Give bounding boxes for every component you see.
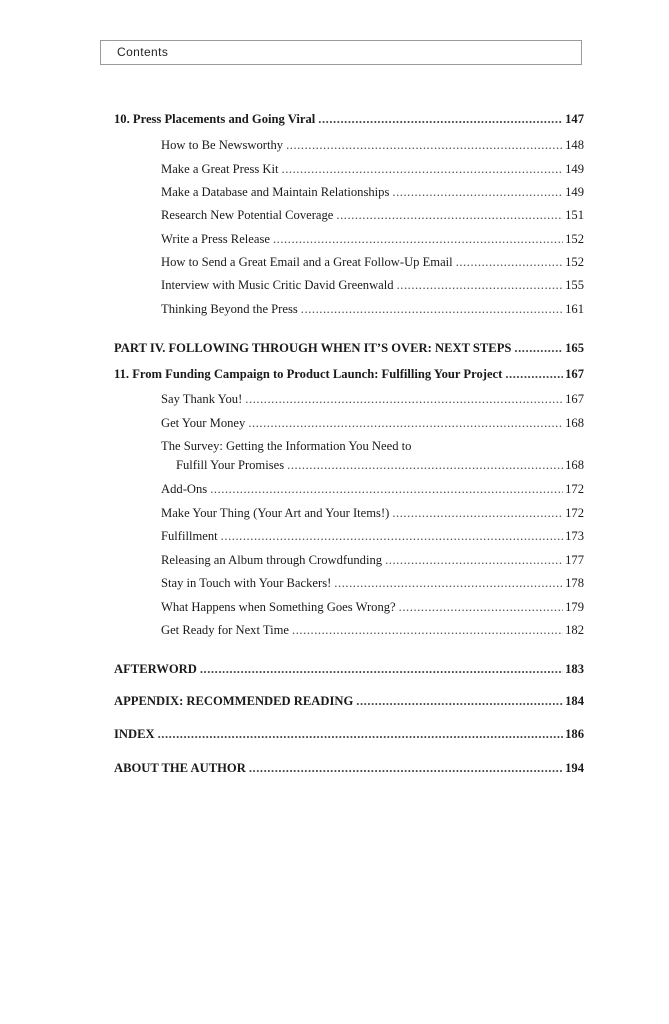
- toc-entry-title: Add-Ons: [161, 482, 208, 496]
- toc-entry-title: 11. From Funding Campaign to Product Launch: Fulfilling Your Project: [114, 367, 503, 381]
- leader-dots: [318, 111, 563, 127]
- toc-entry[interactable]: [161, 207, 584, 223]
- toc-entry-page: 183: [565, 662, 584, 676]
- leader-dots: [514, 340, 563, 356]
- toc-entry-page: 149: [565, 185, 584, 199]
- toc-entry-title: Stay in Touch with Your Backers!: [161, 576, 332, 590]
- toc-entry-page: 168: [565, 458, 584, 472]
- leader-dots: [356, 693, 563, 709]
- leader-dots: [286, 137, 563, 153]
- toc-entry-page: 147: [565, 112, 584, 126]
- toc-entry[interactable]: [161, 184, 584, 200]
- toc-entry-title: Say Thank You!: [161, 392, 243, 406]
- leader-dots: [282, 161, 564, 177]
- toc-entry[interactable]: [161, 481, 584, 497]
- leader-dots: [397, 277, 564, 293]
- toc-entry-title: APPENDIX: RECOMMENDED READING: [114, 694, 354, 708]
- toc-entry[interactable]: [161, 231, 584, 247]
- toc-entry-title: Thinking Beyond the Press: [161, 302, 298, 316]
- toc-entry-about-the-author[interactable]: [114, 760, 584, 776]
- leader-dots: [385, 552, 563, 568]
- leader-dots: [301, 301, 563, 317]
- toc-entry-page: 168: [565, 416, 584, 430]
- leader-dots: [392, 505, 563, 521]
- toc-entry[interactable]: [161, 301, 584, 317]
- leader-dots: [210, 481, 563, 497]
- leader-dots: [392, 184, 563, 200]
- toc-entry-page: 165: [565, 341, 584, 355]
- toc-entry-title: How to Send a Great Email and a Great Follow-Up Email: [161, 255, 453, 269]
- toc-entry[interactable]: [161, 552, 584, 568]
- toc-entry-title-continued: Fulfill Your Promises: [176, 458, 285, 472]
- toc-entry-title: PART IV. FOLLOWING THROUGH WHEN IT’S OVER: NEXT STEPS: [114, 341, 512, 355]
- toc-entry-page: 172: [565, 482, 584, 496]
- toc-entry-title: Fulfillment: [161, 529, 218, 543]
- leader-dots: [221, 528, 563, 544]
- running-header: [100, 40, 582, 65]
- leader-dots: [287, 457, 563, 473]
- toc-entry[interactable]: [161, 415, 584, 431]
- toc-entry-title: What Happens when Something Goes Wrong?: [161, 600, 396, 614]
- toc-entry[interactable]: [161, 137, 584, 153]
- toc-entry-title: 10. Press Placements and Going Viral: [114, 112, 316, 126]
- toc-entry-page: 149: [565, 162, 584, 176]
- toc-entry-page: 186: [565, 727, 584, 741]
- leader-dots: [456, 254, 563, 270]
- toc-entry-title: Interview with Music Critic David Greenwald: [161, 278, 394, 292]
- toc-entry-continuation[interactable]: [176, 457, 584, 473]
- toc-entry[interactable]: [161, 277, 584, 293]
- toc-entry-afterword[interactable]: [114, 661, 584, 677]
- running-header-label: Contents: [117, 45, 169, 59]
- leader-dots: [334, 575, 563, 591]
- toc-entry-title: How to Be Newsworthy: [161, 138, 284, 152]
- leader-dots: [249, 760, 563, 776]
- toc-entry-title: INDEX: [114, 727, 155, 741]
- toc-entry[interactable]: [161, 528, 584, 544]
- toc-entry[interactable]: [161, 575, 584, 591]
- leader-dots: [292, 622, 563, 638]
- toc-entry-page: 167: [565, 392, 584, 406]
- toc-entry-title: Make a Database and Maintain Relationships: [161, 185, 390, 199]
- toc-entry[interactable]: [161, 254, 584, 270]
- toc-entry-page: 152: [565, 232, 584, 246]
- toc-entry-page: 173: [565, 529, 584, 543]
- toc-entry-title: AFTERWORD: [114, 662, 197, 676]
- toc-entry-page: 194: [565, 761, 584, 775]
- toc-entry-title: Research New Potential Coverage: [161, 208, 334, 222]
- toc-entry-title: Make Your Thing (Your Art and Your Items!): [161, 506, 390, 520]
- toc-entry-title: Get Ready for Next Time: [161, 623, 290, 637]
- toc-entry-chapter-10[interactable]: [114, 111, 584, 127]
- toc-entry-title: Write a Press Release: [161, 232, 270, 246]
- leader-dots: [336, 207, 563, 223]
- toc-entry-page: 184: [565, 694, 584, 708]
- toc-entry-chapter-11[interactable]: [114, 366, 584, 382]
- leader-dots: [245, 391, 563, 407]
- toc-entry-page: 161: [565, 302, 584, 316]
- leader-dots: [399, 599, 563, 615]
- toc-entry[interactable]: [161, 599, 584, 615]
- leader-dots: [248, 415, 563, 431]
- leader-dots: [505, 366, 563, 382]
- toc-entry[interactable]: [161, 161, 584, 177]
- toc-entry-title: Get Your Money: [161, 416, 246, 430]
- toc-entry-page: 148: [565, 138, 584, 152]
- toc-entry-appendix[interactable]: [114, 693, 584, 709]
- leader-dots: [273, 231, 563, 247]
- toc-entry-page: 167: [565, 367, 584, 381]
- toc-entry-index[interactable]: [114, 726, 584, 742]
- leader-dots: [200, 661, 563, 677]
- toc-entry-page: 152: [565, 255, 584, 269]
- toc-entry[interactable]: [161, 505, 584, 521]
- leader-dots: [158, 726, 564, 742]
- toc-entry-part-iv[interactable]: [114, 340, 584, 356]
- toc-entry-page: 155: [565, 278, 584, 292]
- toc-entry-title: Make a Great Press Kit: [161, 162, 279, 176]
- toc-entry-page: 182: [565, 623, 584, 637]
- toc-entry[interactable]: [161, 622, 584, 638]
- toc-entry-title: The Survey: Getting the Information You Need to: [161, 439, 412, 453]
- toc-entry-page: 179: [565, 600, 584, 614]
- toc-entry-multiline[interactable]: [161, 438, 584, 454]
- toc-entry-title: Releasing an Album through Crowdfunding: [161, 553, 383, 567]
- toc-entry-title: ABOUT THE AUTHOR: [114, 761, 246, 775]
- toc-entry-page: 151: [565, 208, 584, 222]
- toc-entry-page: 172: [565, 506, 584, 520]
- toc-entry-page: 178: [565, 576, 584, 590]
- toc-entry-page: 177: [565, 553, 584, 567]
- toc-entry[interactable]: [161, 391, 584, 407]
